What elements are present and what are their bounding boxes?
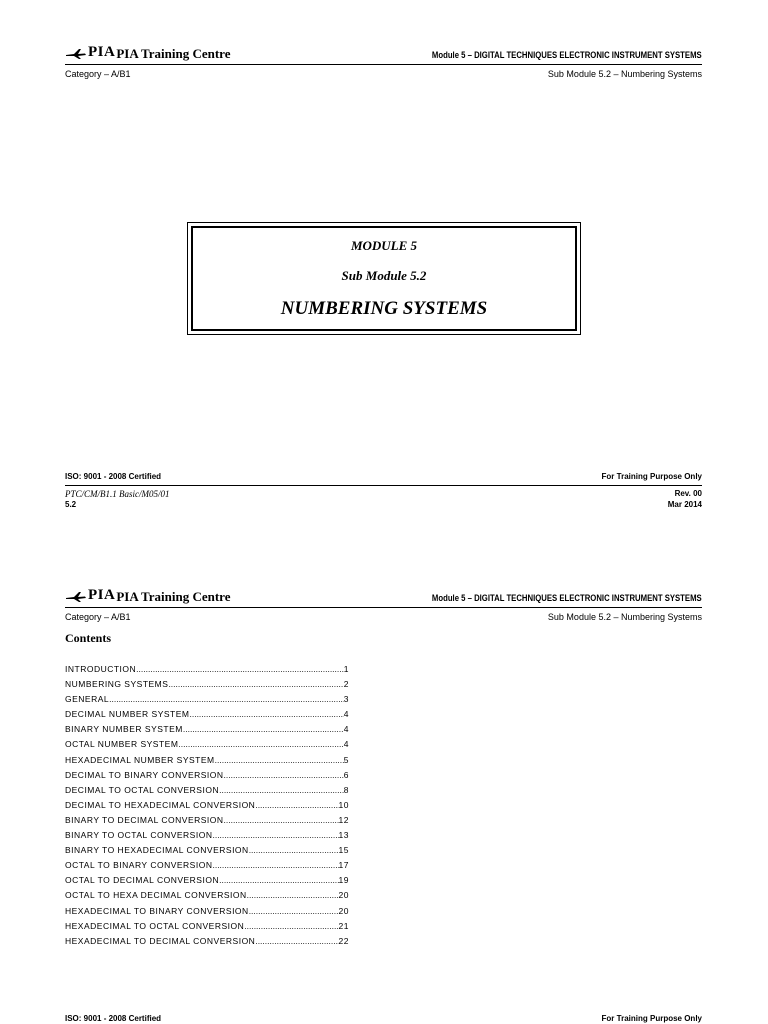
- brand-name: PIA Training Centre: [116, 46, 231, 61]
- toc-entry-label: HEXADECIMAL TO BINARY CONVERSION: [65, 905, 249, 916]
- toc-entry-page: 12: [338, 814, 349, 825]
- toc-entry-page: 3: [343, 694, 349, 705]
- toc-entry-label: BINARY TO OCTAL CONVERSION: [65, 830, 213, 841]
- toc-entry[interactable]: [65, 707, 349, 722]
- training-notice: For Training Purpose Only: [601, 472, 702, 481]
- toc-entry[interactable]: [65, 677, 349, 692]
- toc-entry-label: OCTAL TO DECIMAL CONVERSION: [65, 875, 220, 886]
- footer-divider: [65, 485, 702, 486]
- module-heading: MODULE 5: [350, 238, 418, 253]
- toc-entry-label: DECIMAL NUMBER SYSTEM: [65, 709, 190, 720]
- page-title: NUMBERING SYSTEMS: [280, 298, 488, 319]
- toc-entry[interactable]: [65, 798, 349, 813]
- toc-entry-page: 22: [338, 935, 349, 946]
- document-reference: PTC/CM/B1.1 Basic/M05/01: [65, 489, 170, 499]
- toc-entry-page: 19: [338, 875, 349, 886]
- toc-entry[interactable]: [65, 692, 349, 707]
- toc-entry[interactable]: [65, 753, 349, 768]
- iso-certification: ISO: 9001 - 2008 Certified: [65, 472, 162, 481]
- toc-entry-page: 2: [343, 679, 349, 690]
- toc-entry-label: HEXADECIMAL NUMBER SYSTEM: [65, 754, 215, 765]
- toc-entry-label: DECIMAL TO HEXADECIMAL CONVERSION: [65, 799, 256, 810]
- logo-text: PIA: [88, 44, 116, 60]
- module-title: Module 5 – DIGITAL TECHNIQUES ELECTRONIC INSTRUMENT SYSTEMS: [432, 593, 702, 603]
- toc-entry[interactable]: [65, 919, 349, 934]
- iso-certification: ISO: 9001 - 2008 Certified: [65, 1014, 162, 1023]
- submodule-label: Sub Module 5.2 – Numbering Systems: [547, 612, 702, 622]
- toc-entry[interactable]: [65, 888, 349, 903]
- category-label: Category – A/B1: [65, 612, 131, 622]
- toc-entry-page: 21: [338, 920, 349, 931]
- logo: [65, 45, 230, 60]
- toc-entry-page: 8: [343, 784, 349, 795]
- module-title: Module 5 – DIGITAL TECHNIQUES ELECTRONIC INSTRUMENT SYSTEMS: [432, 50, 702, 60]
- toc-entry-page: 4: [343, 739, 349, 750]
- header-divider: [65, 607, 702, 608]
- toc-entry[interactable]: [65, 737, 349, 752]
- training-notice: For Training Purpose Only: [601, 1014, 702, 1023]
- header-divider: [65, 64, 702, 65]
- toc-entry[interactable]: [65, 873, 349, 888]
- toc-entry[interactable]: [65, 662, 349, 677]
- revision-date: Mar 2014: [667, 500, 702, 509]
- toc-entry-label: OCTAL TO HEXA DECIMAL CONVERSION: [65, 890, 247, 901]
- toc-entry-label: BINARY NUMBER SYSTEM: [65, 724, 183, 735]
- toc-entry-label: DECIMAL TO OCTAL CONVERSION: [65, 784, 220, 795]
- toc-entry-label: DECIMAL TO BINARY CONVERSION: [65, 769, 224, 780]
- toc-entry-page: 1: [343, 664, 349, 674]
- toc-entry[interactable]: [65, 783, 349, 798]
- toc-entry[interactable]: [65, 828, 349, 843]
- toc-entry-page: 20: [338, 890, 349, 901]
- toc-entry[interactable]: [65, 722, 349, 737]
- toc-entry-label: HEXADECIMAL TO OCTAL CONVERSION: [65, 920, 245, 931]
- toc-entry-page: 13: [338, 830, 349, 841]
- toc-entry-page: 10: [338, 799, 349, 810]
- airplane-logo-icon: [65, 591, 87, 603]
- toc-entry-label: BINARY TO DECIMAL CONVERSION: [65, 814, 224, 825]
- toc-entry-page: 6: [343, 769, 349, 780]
- toc-entry-page: 4: [343, 724, 349, 735]
- table-of-contents: [65, 662, 349, 949]
- toc-entry[interactable]: [65, 858, 349, 873]
- toc-entry-page: 5: [343, 754, 349, 765]
- toc-entry-label: INTRODUCTION: [65, 664, 137, 674]
- toc-entry-label: OCTAL NUMBER SYSTEM: [65, 739, 179, 750]
- section-number: 5.2: [65, 500, 77, 509]
- toc-entry[interactable]: [65, 768, 349, 783]
- category-label: Category – A/B1: [65, 69, 131, 79]
- title-box: [191, 226, 577, 331]
- toc-entry[interactable]: [65, 904, 349, 919]
- toc-entry-label: BINARY TO HEXADECIMAL CONVERSION: [65, 845, 249, 856]
- logo: [65, 588, 230, 603]
- brand-name: PIA Training Centre: [116, 589, 231, 604]
- submodule-label: Sub Module 5.2 – Numbering Systems: [547, 69, 702, 79]
- toc-entry-label: HEXADECIMAL TO DECIMAL CONVERSION: [65, 935, 256, 946]
- revision: Rev. 00: [674, 489, 702, 498]
- toc-entry-label: GENERAL: [65, 694, 110, 705]
- toc-entry-page: 20: [338, 905, 349, 916]
- toc-entry[interactable]: [65, 843, 349, 858]
- toc-entry[interactable]: [65, 934, 349, 949]
- toc-entry-page: 15: [338, 845, 349, 856]
- toc-entry-page: 4: [343, 709, 349, 720]
- toc-entry[interactable]: [65, 813, 349, 828]
- submodule-heading: Sub Module 5.2: [341, 268, 427, 283]
- airplane-logo-icon: [65, 48, 87, 60]
- contents-heading: Contents: [65, 631, 112, 645]
- toc-entry-label: OCTAL TO BINARY CONVERSION: [65, 860, 213, 871]
- logo-text: PIA: [88, 587, 116, 603]
- toc-entry-label: NUMBERING SYSTEMS: [65, 679, 169, 690]
- toc-entry-page: 17: [338, 860, 349, 871]
